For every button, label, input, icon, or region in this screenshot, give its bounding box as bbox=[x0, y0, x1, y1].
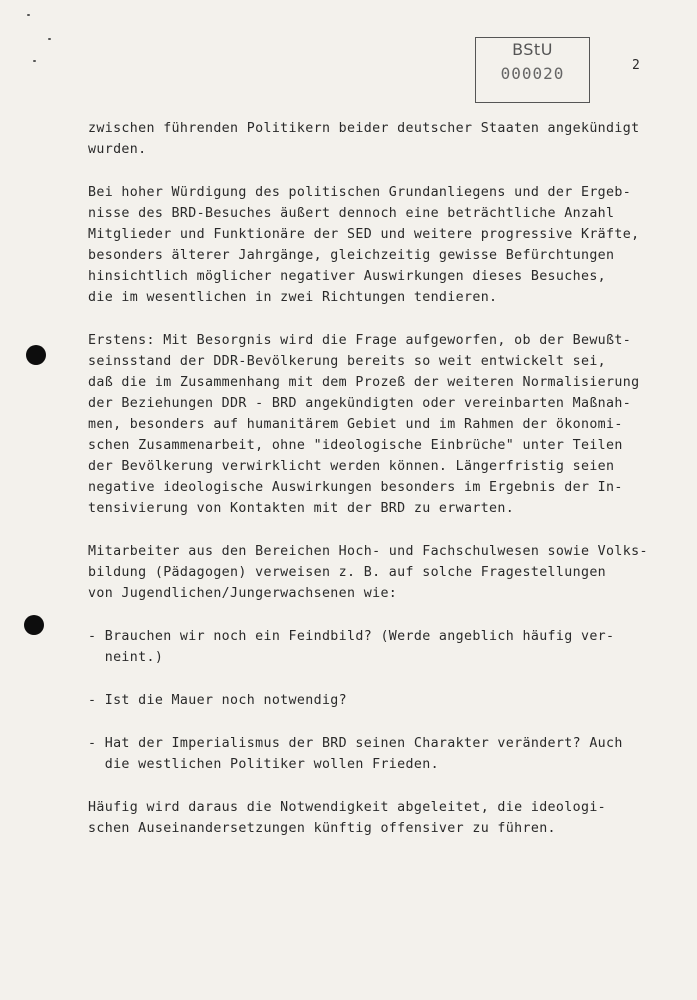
text-line: neint.) bbox=[88, 650, 164, 665]
text-line: - Ist die Mauer noch notwendig? bbox=[88, 693, 348, 708]
text-line: daß die im Zusammenhang mit dem Prozeß der weiteren Normalisierung bbox=[88, 375, 640, 390]
text-line: hinsichtlich möglicher negativer Auswirkungen dieses Besuches, bbox=[88, 269, 607, 284]
scan-speck bbox=[27, 14, 30, 16]
text-line: bildung (Pädagogen) verweisen z. B. auf solche Fragestellungen bbox=[88, 565, 607, 580]
punch-hole bbox=[24, 615, 44, 635]
paragraph-gap bbox=[88, 604, 668, 626]
text-line: Häufig wird daraus die Notwendigkeit abgeleitet, die ideologi- bbox=[88, 800, 607, 815]
text-line: Mitglieder und Funktionäre der SED und weitere progressive Kräfte, bbox=[88, 227, 640, 242]
text-line: die im wesentlichen in zwei Richtungen tendieren. bbox=[88, 290, 498, 305]
text-line: nisse des BRD-Besuches äußert dennoch eine beträchtliche Anzahl bbox=[88, 206, 615, 221]
paragraph-gap bbox=[88, 308, 668, 330]
text-line: Mitarbeiter aus den Bereichen Hoch- und Fachschulwesen sowie Volks- bbox=[88, 544, 648, 559]
paragraph-gap bbox=[88, 775, 668, 797]
text-line: tensivierung von Kontakten mit der BRD zu erwarten. bbox=[88, 501, 515, 516]
text-line: von Jugendlichen/Jungerwachsenen wie: bbox=[88, 586, 398, 601]
text-line: negative ideologische Auswirkungen besonders im Ergebnis der In- bbox=[88, 480, 623, 495]
paragraph-gap bbox=[88, 711, 668, 733]
text-line: - Hat der Imperialismus der BRD seinen Charakter verändert? Auch bbox=[88, 736, 623, 751]
text-line: besonders älterer Jahrgänge, gleichzeitig gewisse Befürchtungen bbox=[88, 248, 615, 263]
paragraph-gap bbox=[88, 519, 668, 541]
scan-speck bbox=[48, 38, 51, 40]
paragraph-gap bbox=[88, 668, 668, 690]
text-line: schen Auseinandersetzungen künftig offensiver zu führen. bbox=[88, 821, 556, 836]
text-line: der Bevölkerung verwirklicht werden können. Längerfristig seien bbox=[88, 459, 615, 474]
text-line: Erstens: Mit Besorgnis wird die Frage aufgeworfen, ob der Bewußt- bbox=[88, 333, 632, 348]
text-line: - Brauchen wir noch ein Feindbild? (Werde angeblich häufig ver- bbox=[88, 629, 615, 644]
punch-hole bbox=[26, 345, 46, 365]
text-line: die westlichen Politiker wollen Frieden. bbox=[88, 757, 439, 772]
body-text bbox=[88, 118, 668, 839]
stamp-document-number: 000020 bbox=[500, 64, 565, 83]
paragraph-gap bbox=[88, 160, 668, 182]
stamp-archive-label: BStU bbox=[512, 40, 553, 59]
page-number: 2 bbox=[632, 58, 640, 73]
text-line: zwischen führenden Politikern beider deutscher Staaten angekündigt bbox=[88, 121, 640, 136]
scan-speck bbox=[33, 60, 36, 62]
text-line: seinsstand der DDR-Bevölkerung bereits so weit entwickelt sei, bbox=[88, 354, 607, 369]
text-line: Bei hoher Würdigung des politischen Grundanliegens und der Ergeb- bbox=[88, 185, 632, 200]
text-line: men, besonders auf humanitärem Gebiet und im Rahmen der ökonomi- bbox=[88, 417, 623, 432]
text-line: schen Zusammenarbeit, ohne "ideologische Einbrüche" unter Teilen bbox=[88, 438, 623, 453]
archive-stamp bbox=[475, 37, 590, 103]
text-line: wurden. bbox=[88, 142, 147, 157]
text-line: der Beziehungen DDR - BRD angekündigten oder vereinbarten Maßnah- bbox=[88, 396, 632, 411]
